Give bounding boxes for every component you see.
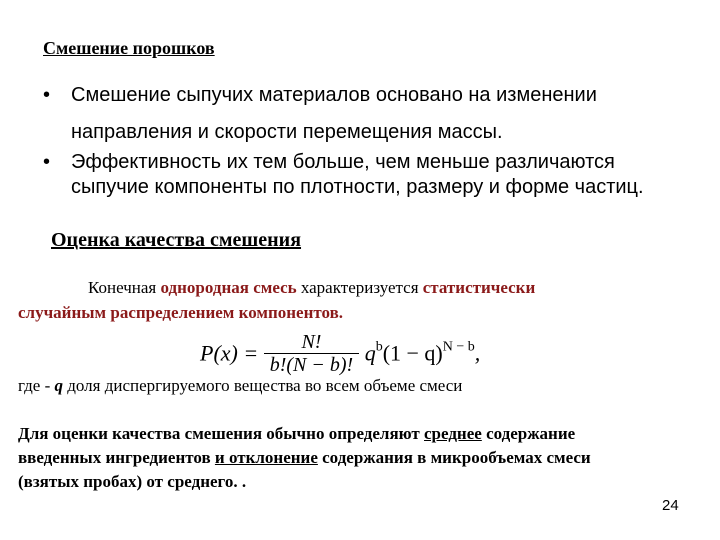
bullet-marker-1: • bbox=[43, 84, 51, 106]
where-q-symbol: q bbox=[54, 376, 63, 395]
bullet1-line1: Смешение сыпучих материалов основано на изменении bbox=[71, 84, 597, 106]
para2-line2-a: введенных ингредиентов bbox=[18, 448, 215, 467]
heading-powder-mixing: Смешение порошков bbox=[43, 38, 215, 58]
paragraph1-line2: случайным распределением компонентов. bbox=[18, 303, 344, 322]
formula-q: q bbox=[364, 340, 376, 366]
para2-line2-b: содержания в микрообъемах смеси bbox=[317, 448, 591, 467]
para1-highlight-homogeneous: однородная смесь bbox=[160, 278, 297, 297]
formula-fraction bbox=[264, 331, 359, 376]
bullet1-line2: направления и скорости перемещения массы. bbox=[71, 121, 503, 143]
formula-comma: , bbox=[474, 340, 481, 366]
paragraph2-line2 bbox=[18, 448, 591, 468]
formula-lhs: P(x) = bbox=[200, 340, 259, 366]
heading-mixing-quality: Оценка качества смешения bbox=[51, 229, 302, 251]
formula-numerator: N! bbox=[264, 331, 359, 354]
para2-underlined-deviation: и отклонение bbox=[214, 448, 318, 467]
binomial-formula bbox=[200, 333, 480, 378]
para1-highlight-statistically: статистически bbox=[422, 278, 536, 297]
para2-underlined-average: среднее bbox=[424, 424, 482, 443]
bullet-marker-2: • bbox=[43, 151, 51, 173]
paragraph2-line3: (взятых пробах) от среднего. . bbox=[18, 472, 247, 491]
paragraph2-line1 bbox=[18, 424, 575, 444]
formula-exponent-b: b bbox=[375, 339, 383, 355]
formula-denominator: b!(N − b)! bbox=[269, 354, 354, 376]
para2-line1-a: Для оценки качества смешения обычно определяют bbox=[18, 424, 425, 443]
formula-exponent-nb: N − b bbox=[442, 339, 475, 355]
bullet2-line1: Эффективность их тем больше, чем меньше различаются bbox=[71, 151, 615, 173]
page-number: 24 bbox=[662, 497, 679, 514]
formula-parenthesis: (1 − q) bbox=[382, 340, 443, 366]
para1-text-a: Конечная bbox=[88, 278, 161, 297]
bullet2-line2: сыпучие компоненты по плотности, размеру и форме частиц. bbox=[71, 176, 644, 198]
para2-line1-b: содержание bbox=[481, 424, 576, 443]
where-prefix: где - bbox=[18, 376, 55, 395]
paragraph1-line1 bbox=[88, 278, 535, 298]
where-line bbox=[18, 376, 462, 396]
where-description: доля диспергируемого вещества во всем объеме смеси bbox=[62, 376, 463, 395]
para1-text-b: характеризуется bbox=[296, 278, 423, 297]
